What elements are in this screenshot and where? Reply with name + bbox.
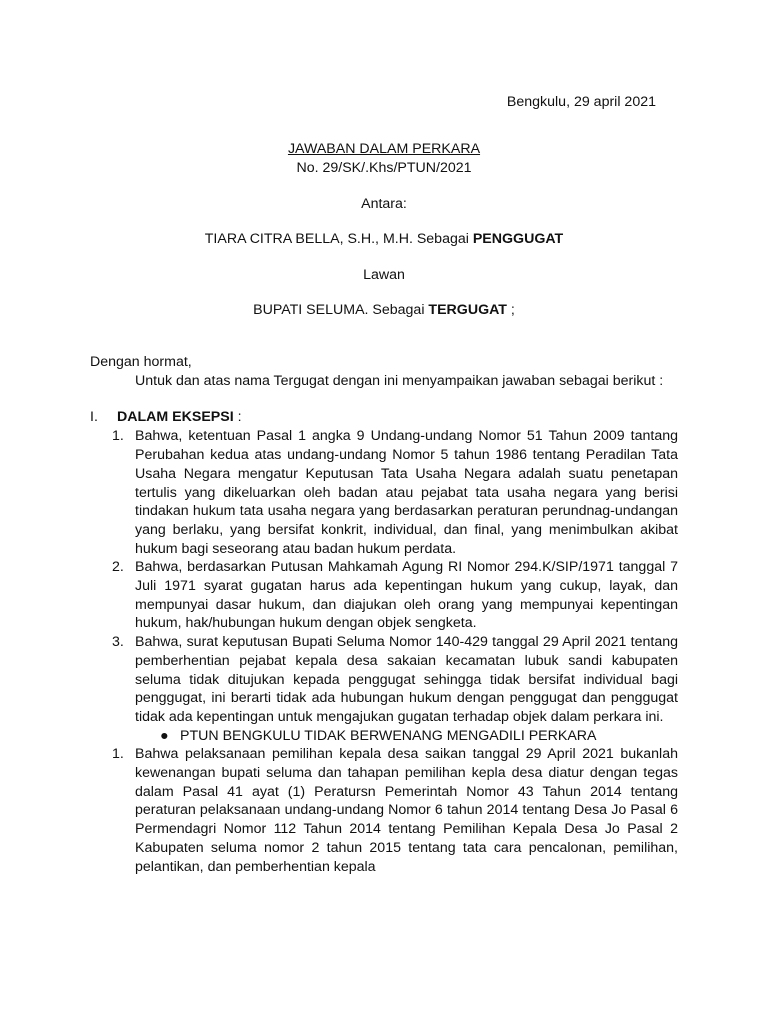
document-title: JAWABAN DALAM PERKARA [287,141,481,157]
jurisdiction-list [90,745,678,876]
section-heading [90,408,678,427]
item-text: Bahwa, berdasarkan Putusan Mahkamah Agung RI Nomor 294.K/SIP/1971 tanggal 7 Juli 1971 syarat gugatan harus ada kepentingan hukum yang cukup, layak, dan mempunyai dasar hukum, dan diajukan oleh orang yang mempunyai kepentingan hukum, hak/hubungan hukum dengan objek sengketa. [135,559,678,632]
item-text: Bahwa, surat keputusan Bupati Seluma Nomor 140-429 tanggal 29 April 2021 tentang pemberhentian pejabat kepala desa sakaian kecamatan lubuk sandi kabupaten seluma tidak ditujukan kepada penggugat sehingga tidak bersifat individual bagi penggugat, ini berarti tidak ada hubungan hukum dengan penggugat dan penggugat tidak ada kepentingan untuk mengajukan gugatan terhadap objek dalam perkara ini. [135,634,678,725]
defendant-suffix: ; [506,302,515,318]
bullet-dot-icon: ● [160,727,169,744]
between-label: Antara: [361,196,407,212]
exception-list [90,427,678,726]
greeting: Dengan hormat, [90,354,192,370]
defendant-line [0,302,768,318]
item-number: 1. [112,746,124,763]
bullet-heading [90,727,678,746]
list-item [90,558,678,633]
item-number: 2. [112,559,124,576]
section-title: DALAM EKSEPSI [117,409,234,426]
document-body [90,353,678,876]
item-text: Bahwa pelaksanaan pemilihan kepala desa saikan tanggal 29 April 2021 bukanlah kewenangan bupati seluma dan tahapan pemilihan kepla desa diatur dengan tegas dalam Pasal 41 ayat (1) Peratursn Pemerintah Nomor 43 Tahun 2014 tentang peraturan pelaksanaan undang-undang Nomor 6 tahun 2014 tentang Desa Jo Pasal 6 Permendagri Nomor 112 Tahun 2014 tentang Pemilihan Kepala Desa Jo Pasal 2 Kabupaten seluma nomor 2 tahun 2015 tentang tata cara pencalonan, pemilihan, pelantikan, dan pemberhentian kepala [135,746,678,875]
defendant-role: TERGUGAT [428,302,507,318]
section-number: I. [90,409,98,426]
plaintiff-line [0,231,768,247]
plaintiff-role: PENGGUGAT [472,231,564,247]
plaintiff-name: TIARA CITRA BELLA, S.H., M.H. Sebagai [204,231,473,247]
list-item [90,633,678,727]
section-title-suffix: : [233,409,242,426]
item-text: Bahwa, ketentuan Pasal 1 angka 9 Undang-undang Nomor 51 Tahun 2009 tantang Perubahan kedua atas undang-undang Nomor 5 tahun 1986 tentang Peradilan Tata Usaha Negara mengatur Keputusan Tata Usaha Negara adalah suatu penetapan tertulis yang dikeluarkan oleh badan atau pejabat tata usaha negara yang berisi tindakan hukum tata usaha negara yang berdasarkan peraturan perundnag-undangan yang berlaku, yang bersifat konkrit, individual, dan final, yang menimbulkan akibat hukum bagi seseorang atau badan hukum perdata. [135,428,678,557]
versus-label: Lawan [363,267,405,283]
intro-paragraph: Untuk dan atas nama Tergugat dengan ini menyampaikan jawaban sebagai berikut : [135,372,664,389]
list-item [90,427,678,558]
case-number: No. 29/SK/.Khs/PTUN/2021 [296,160,472,176]
list-item [90,745,678,876]
bullet-text: PTUN BENGKULU TIDAK BERWENANG MENGADILI PERKARA [180,727,597,744]
item-number: 3. [112,634,124,651]
date-line: Bengkulu, 29 april 2021 [506,94,656,110]
defendant-name: BUPATI SELUMA. Sebagai [253,302,429,318]
item-number: 1. [112,428,124,445]
